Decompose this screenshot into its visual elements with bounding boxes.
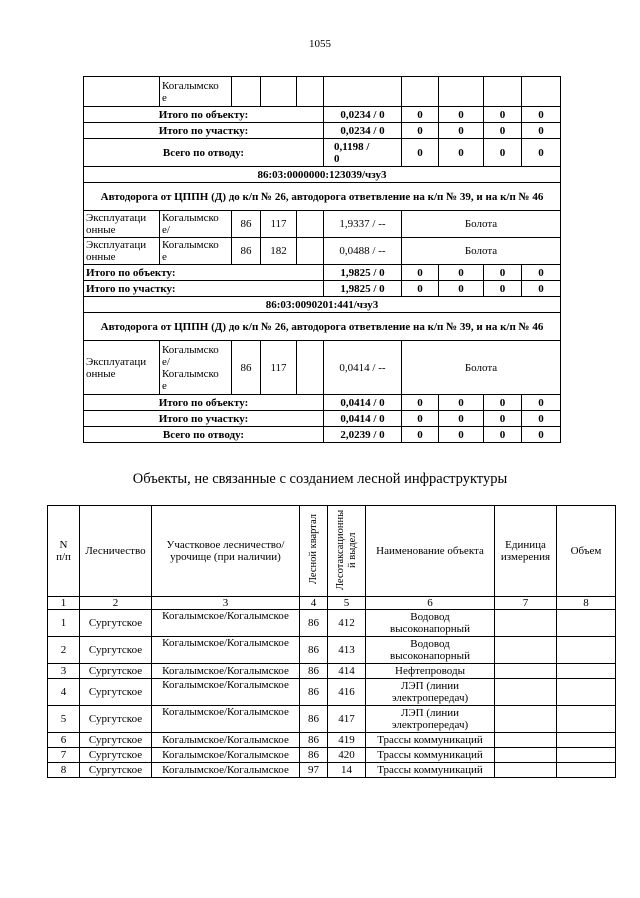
total-value: 1,9825 / 0 <box>324 265 402 281</box>
header-volume: Объем <box>557 506 616 597</box>
kvartal-cell: 86 <box>300 679 328 706</box>
usage-type: Эксплуатаци онные <box>84 341 160 395</box>
object-name: Трассы коммуникаций <box>366 763 495 778</box>
kvartal-cell: 86 <box>300 706 328 733</box>
object-name: Водовод высоконапорный <box>366 637 495 664</box>
volume-cell <box>557 679 616 706</box>
header-n: N п/п <box>48 506 80 597</box>
forestry-cell: Сургутское <box>80 610 152 637</box>
total-label: Итого по участку: <box>84 281 324 297</box>
kvartal-cell: 97 <box>300 763 328 778</box>
unit-cell <box>495 664 557 679</box>
road-title: Автодорога от ЦППН (Д) до к/п № 26, автодорога ответвление на к/п № 39, и на к/п № 46 <box>84 313 561 341</box>
zero-cell: 0 <box>439 281 484 297</box>
row-number: 8 <box>48 763 80 778</box>
zero-cell: 0 <box>484 139 522 167</box>
unit-cell <box>495 637 557 664</box>
total-row <box>84 411 561 427</box>
total-value: 0,0234 / 0 <box>324 123 402 139</box>
vydel-cell: 416 <box>328 679 366 706</box>
column-number: 4 <box>300 597 328 610</box>
row-number: 2 <box>48 637 80 664</box>
object-name: ЛЭП (линии электропередач) <box>366 679 495 706</box>
kvartal-cell: 86 <box>300 637 328 664</box>
forestry-cell: Сургутское <box>80 733 152 748</box>
forestry-cell: Когалымско е/ Когалымско е <box>160 341 232 395</box>
unit-cell <box>495 748 557 763</box>
zero-cell: 0 <box>402 265 439 281</box>
zero-cell: 0 <box>522 395 561 411</box>
kvartal-cell: 86 <box>300 610 328 637</box>
kvartal-cell: 86 <box>232 341 261 395</box>
unit-cell <box>495 733 557 748</box>
column-number: 7 <box>495 597 557 610</box>
total-row <box>84 265 561 281</box>
volume-cell <box>557 748 616 763</box>
column-number-row <box>48 597 616 610</box>
forestry-cell: Сургутское <box>80 664 152 679</box>
volume-cell <box>557 664 616 679</box>
zero-cell: 0 <box>522 123 561 139</box>
forestry-cell: Сургутское <box>80 679 152 706</box>
zero-cell: 0 <box>522 281 561 297</box>
zero-cell: 0 <box>402 411 439 427</box>
volume-cell <box>557 637 616 664</box>
table-row <box>48 733 616 748</box>
zero-cell: 0 <box>439 107 484 123</box>
zero-cell: 0 <box>522 427 561 443</box>
total-label: Итого по объекту: <box>84 107 324 123</box>
total-value: 1,9825 / 0 <box>324 281 402 297</box>
zero-cell: 0 <box>439 411 484 427</box>
total-value: 2,0239 / 0 <box>324 427 402 443</box>
table-row <box>48 706 616 733</box>
total-row <box>84 281 561 297</box>
volume-cell <box>557 763 616 778</box>
forestry-cell: Когалымско е <box>160 77 232 107</box>
total-value: 0,0414 / 0 <box>324 411 402 427</box>
header-unit: Единица измерения <box>495 506 557 597</box>
zero-cell: 0 <box>522 107 561 123</box>
total-value: 0,0414 / 0 <box>324 395 402 411</box>
header-forestry: Лесничество <box>80 506 152 597</box>
total-label: Итого по участку: <box>84 411 324 427</box>
object-name: Нефтепроводы <box>366 664 495 679</box>
header-vydel: Лесотаксационны й выдел <box>334 509 358 590</box>
row-number: 7 <box>48 748 80 763</box>
header-name: Наименование объекта <box>366 506 495 597</box>
zero-cell: 0 <box>402 281 439 297</box>
vydel-cell: 117 <box>261 341 297 395</box>
land-category: Болота <box>402 238 561 265</box>
area-cell: 1,9337 / -- <box>324 211 402 238</box>
zero-cell: 0 <box>484 123 522 139</box>
header-kvartal-cell <box>300 506 328 597</box>
zero-cell: 0 <box>439 427 484 443</box>
column-number: 3 <box>152 597 300 610</box>
zero-cell: 0 <box>484 281 522 297</box>
district-cell: Когалымское/Когалымское <box>152 733 300 748</box>
object-name: Трассы коммуникаций <box>366 733 495 748</box>
land-category: Болота <box>402 211 561 238</box>
cadastral-row <box>84 297 561 313</box>
district-cell: Когалымское/Когалымское <box>152 637 300 664</box>
zero-cell: 0 <box>439 265 484 281</box>
volume-cell <box>557 706 616 733</box>
unit-cell <box>495 763 557 778</box>
vydel-cell: 417 <box>328 706 366 733</box>
row-number: 4 <box>48 679 80 706</box>
district-cell: Когалымское/Когалымское <box>152 748 300 763</box>
table-row <box>48 748 616 763</box>
forestry-cell: Сургутское <box>80 748 152 763</box>
total-label: Итого по объекту: <box>84 265 324 281</box>
zero-cell: 0 <box>402 427 439 443</box>
total-value: 0,0234 / 0 <box>324 107 402 123</box>
total-label: Итого по объекту: <box>84 395 324 411</box>
column-number: 8 <box>557 597 616 610</box>
row-number: 3 <box>48 664 80 679</box>
row-number: 1 <box>48 610 80 637</box>
forestry-cell: Когалымско е/ <box>160 211 232 238</box>
kvartal-cell: 86 <box>300 748 328 763</box>
row-number: 5 <box>48 706 80 733</box>
district-cell: Когалымское/Когалымское <box>152 679 300 706</box>
area-cell: 0,0488 / -- <box>324 238 402 265</box>
forestry-cell: Сургутское <box>80 637 152 664</box>
object-name: ЛЭП (линии электропередач) <box>366 706 495 733</box>
total-value: 0,1198 / 0 <box>324 139 402 167</box>
district-cell: Когалымское/Когалымское <box>152 706 300 733</box>
usage-type: Эксплуатаци онные <box>84 238 160 265</box>
district-cell: Когалымское/Когалымское <box>152 610 300 637</box>
zero-cell: 0 <box>439 395 484 411</box>
table-row <box>84 238 561 265</box>
district-cell: Когалымское/Когалымское <box>152 664 300 679</box>
table-row <box>84 77 561 107</box>
column-number: 6 <box>366 597 495 610</box>
volume-cell <box>557 610 616 637</box>
object-name: Водовод высоконапорный <box>366 610 495 637</box>
total-row <box>84 139 561 167</box>
allocation-table <box>83 76 561 443</box>
zero-cell: 0 <box>402 139 439 167</box>
zero-cell: 0 <box>402 107 439 123</box>
volume-cell <box>557 733 616 748</box>
page-number: 1055 <box>309 38 331 50</box>
cadastral-row <box>84 167 561 183</box>
zero-cell: 0 <box>484 265 522 281</box>
vydel-cell: 412 <box>328 610 366 637</box>
table-row <box>84 211 561 238</box>
road-title-row <box>84 183 561 211</box>
kvartal-cell: 86 <box>232 238 261 265</box>
zero-cell: 0 <box>402 395 439 411</box>
forestry-cell: Сургутское <box>80 763 152 778</box>
vydel-cell: 413 <box>328 637 366 664</box>
object-name: Трассы коммуникаций <box>366 748 495 763</box>
unit-cell <box>495 610 557 637</box>
vydel-cell: 420 <box>328 748 366 763</box>
area-cell: 0,0414 / -- <box>324 341 402 395</box>
zero-cell: 0 <box>522 139 561 167</box>
total-row <box>84 395 561 411</box>
kvartal-cell: 86 <box>232 211 261 238</box>
vydel-cell: 117 <box>261 211 297 238</box>
forestry-cell: Сургутское <box>80 706 152 733</box>
kvartal-cell: 86 <box>300 664 328 679</box>
table-header-row <box>48 506 616 597</box>
zero-cell: 0 <box>402 123 439 139</box>
zero-cell: 0 <box>522 411 561 427</box>
total-label: Всего по отводу: <box>84 139 324 167</box>
table-row <box>84 341 561 395</box>
cadastral-number: 86:03:0000000:123039/чзу3 <box>84 167 561 183</box>
kvartal-cell: 86 <box>300 733 328 748</box>
unit-cell <box>495 679 557 706</box>
header-district: Участковое лесничество/урочище (при наличии) <box>152 506 300 597</box>
total-label: Всего по отводу: <box>84 427 324 443</box>
zero-cell: 0 <box>484 395 522 411</box>
zero-cell: 0 <box>439 139 484 167</box>
total-label: Итого по участку: <box>84 123 324 139</box>
table-row <box>48 763 616 778</box>
road-title-row <box>84 313 561 341</box>
total-row <box>84 123 561 139</box>
zero-cell: 0 <box>439 123 484 139</box>
vydel-cell: 14 <box>328 763 366 778</box>
header-kvartal: Лесной квартал <box>307 514 319 585</box>
table-row <box>48 679 616 706</box>
section-title: Объекты, не связанные с созданием лесной инфраструктуры <box>132 471 508 487</box>
row-number: 6 <box>48 733 80 748</box>
table-row <box>48 610 616 637</box>
objects-table <box>47 505 616 778</box>
vydel-cell: 419 <box>328 733 366 748</box>
header-vydel-cell <box>328 506 366 597</box>
column-number: 1 <box>48 597 80 610</box>
forestry-cell: Когалымско е <box>160 238 232 265</box>
column-number: 5 <box>328 597 366 610</box>
land-category: Болота <box>402 341 561 395</box>
table-row <box>48 664 616 679</box>
total-row <box>84 107 561 123</box>
column-number: 2 <box>80 597 152 610</box>
total-row <box>84 427 561 443</box>
table-row <box>48 637 616 664</box>
district-cell: Когалымское/Когалымское <box>152 763 300 778</box>
zero-cell: 0 <box>484 107 522 123</box>
zero-cell: 0 <box>522 265 561 281</box>
vydel-cell: 414 <box>328 664 366 679</box>
road-title: Автодорога от ЦППН (Д) до к/п № 26, автодорога ответвление на к/п № 39, и на к/п № 46 <box>84 183 561 211</box>
cadastral-number: 86:03:0090201:441/чзу3 <box>84 297 561 313</box>
unit-cell <box>495 706 557 733</box>
zero-cell: 0 <box>484 427 522 443</box>
zero-cell: 0 <box>484 411 522 427</box>
usage-type: Эксплуатаци онные <box>84 211 160 238</box>
vydel-cell: 182 <box>261 238 297 265</box>
